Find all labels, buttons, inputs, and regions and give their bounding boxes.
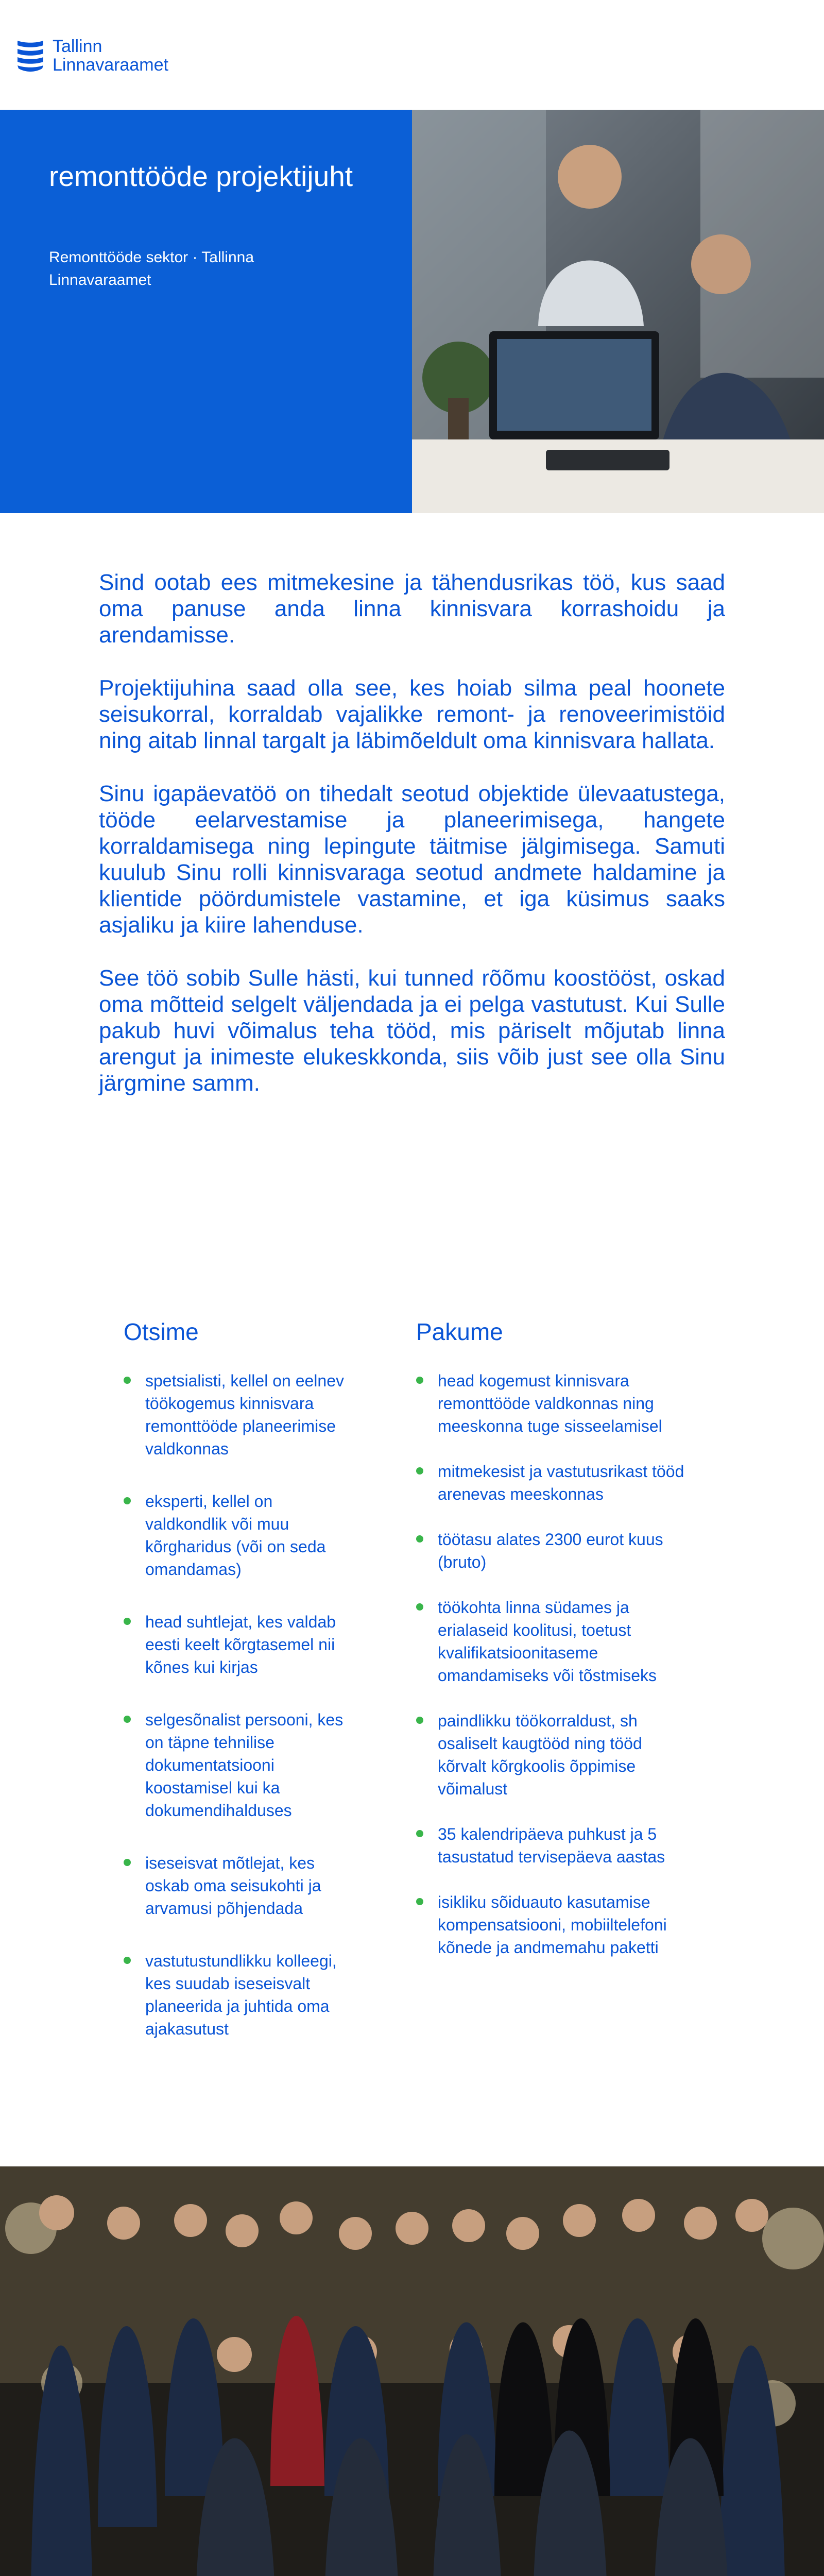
list-item: töötasu alates 2300 eurot kuus (bruto) <box>416 1528 694 1573</box>
list-item: head suhtlejat, kes valdab eesti keelt kõrgtasemel nii kõnes kui kirjas <box>124 1611 355 1679</box>
list-item: iseseisvat mõtlejat, kes oskab oma seisukohti ja arvamusi põhjendada <box>124 1852 355 1920</box>
intro-text <box>99 569 725 1123</box>
hero-photo <box>412 110 824 513</box>
seeking-list <box>124 1369 355 2040</box>
intro-paragraph: Projektijuhina saad olla see, kes hoiab silma peal hoonete seisukorral, korraldab vajalikke remont- ja renoveerimistöid ning aitab linnal targalt ja läbimõeldult oma kinnisvara hallata. <box>99 675 725 753</box>
list-item: eksperti, kellel on valdkondlik või muu kõrgharidus (või on seda omandamas) <box>124 1490 355 1581</box>
list-item: isikliku sõiduauto kasutamise kompensatsiooni, mobiiltelefoni kõnede ja andmemahu paketti <box>416 1891 694 1959</box>
bullet-dot <box>124 1957 131 1964</box>
list-item: spetsialisti, kellel on eelnev töökogemus kinnisvara remonttööde planeerimise valdkonnas <box>124 1369 355 1460</box>
intro-paragraph: Sind ootab ees mitmekesine ja tähendusrikas töö, kus saad oma panuse anda linna kinnisvara korrashoidu ja arendamisse. <box>99 570 725 648</box>
bullet-dot <box>124 1618 131 1625</box>
bullet-dot <box>416 1898 423 1905</box>
bullet-dot <box>416 1467 423 1475</box>
list-item: vastutustundlikku kolleegi, kes suudab iseseisvalt planeerida ja juhtida oma ajakasutust <box>124 1950 355 2040</box>
offer-list <box>416 1369 694 1959</box>
tallinn-crest-icon <box>15 39 45 73</box>
list-item: selgesõnalist persooni, kes on täpne tehnilise dokumentatsiooni koostamisel kui ka dokumendihalduses <box>124 1708 355 1822</box>
bullet-dot <box>416 1603 423 1611</box>
bullet-dot <box>416 1717 423 1724</box>
bullet-dot <box>416 1377 423 1384</box>
bullet-dot <box>124 1859 131 1866</box>
job-subtitle: Remonttööde sektor · Tallinna Linnavaraamet <box>49 249 254 289</box>
header-logo[interactable] <box>15 30 185 81</box>
list-item: mitmekesist ja vastutusrikast tööd arenevas meeskonnas <box>416 1460 694 1505</box>
offer-heading: Pakume <box>416 1318 503 1345</box>
list-item: 35 kalendripäeva puhkust ja 5 tasustatud tervisepäeva aastas <box>416 1823 694 1868</box>
list-item: head kogemust kinnisvara remonttööde valdkonnas ning meeskonna tuge sisseelamisel <box>416 1369 694 1437</box>
list-item: paindlikku töökorraldust, sh osaliselt kaugtööd ning tööd kõrvalt kõrgkoolis õppimise võimalust <box>416 1709 694 1800</box>
bullet-dot <box>124 1497 131 1504</box>
intro-paragraph: Sinu igapäevatöö on tihedalt seotud objektide ülevaatustega, tööde eelarvestamise ja planeerimisega, hangete korraldamisega ning lepingute täitmise jälgimisega. Samuti kuulub Sinu rolli kinnisvaraga seotud andmete haldamine ja klientide pöördumistele vastamine, et iga küsimus saaks asjaliku ja kiire lahenduse. <box>99 781 725 938</box>
team-group-photo <box>0 2166 824 2576</box>
logo-line-1: Tallinn <box>53 37 102 56</box>
seeking-heading: Otsime <box>124 1318 199 1345</box>
job-title: remonttööde projektijuht <box>49 160 353 192</box>
team-photo-illustration <box>0 2166 824 2576</box>
office-photo-illustration <box>412 110 824 513</box>
bullet-dot <box>124 1716 131 1723</box>
bullet-dot <box>416 1535 423 1543</box>
bullet-dot <box>416 1830 423 1837</box>
list-item: töökohta linna südames ja erialaseid koolitusi, toetust kvalifikatsioonitaseme omandamiseks või tõstmiseks <box>416 1596 694 1687</box>
bullet-dot <box>124 1377 131 1384</box>
logo-line-2: Linnavaraamet <box>53 55 168 75</box>
intro-paragraph: See töö sobib Sulle hästi, kui tunned rõõmu koostööst, oskad oma mõtteid selgelt väljendada ja ei pelga vastutust. Kui Sulle pakub huvi võimalus teha tööd, mis päriselt mõjutab linna arengut ja inimeste elukeskkonda, siis võib just see olla Sinu järgmine samm. <box>99 965 725 1096</box>
